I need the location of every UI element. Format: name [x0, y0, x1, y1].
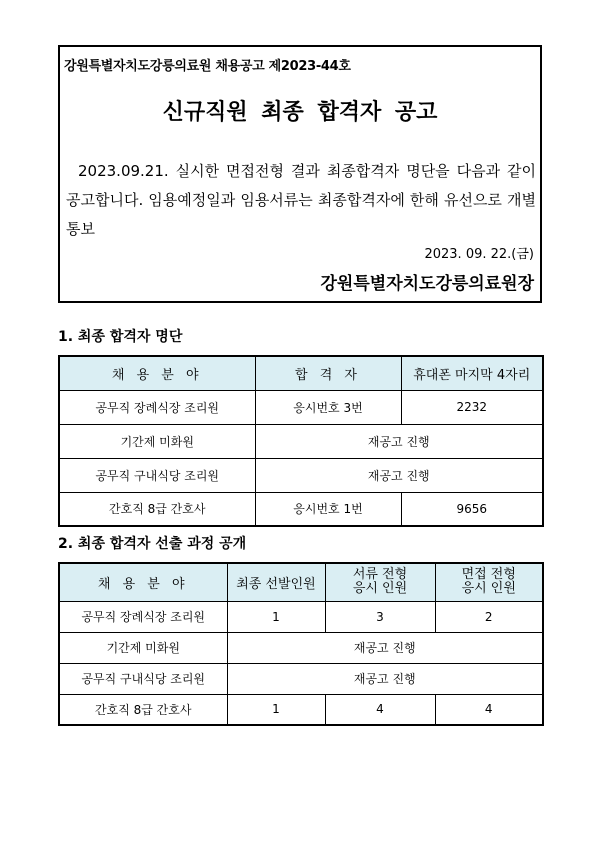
table-header-row: [59, 356, 543, 390]
table-row: [59, 632, 543, 663]
cell-field: 기간제 미화원: [59, 632, 227, 663]
table-row: [59, 663, 543, 694]
header-interview-line2: 응시 인원: [461, 581, 516, 597]
cell-field: 공무직 구내식당 조리원: [59, 458, 255, 492]
cell-field: 공무직 장례식장 조리원: [59, 601, 227, 632]
cell-document: 3: [325, 601, 435, 632]
header-field: 채 용 분 야: [59, 563, 227, 601]
cell-field: 간호직 8급 간호사: [59, 492, 255, 526]
header-phone: 휴대폰 마지막 4자리: [401, 356, 543, 390]
cell-merged-status: 재공고 진행: [255, 458, 543, 492]
selection-process-table: [58, 562, 544, 726]
header-interview-line1: 면접 전형: [461, 567, 516, 583]
cell-interview: 4: [435, 694, 543, 725]
cell-field: 기간제 미화원: [59, 424, 255, 458]
cell-final: 1: [227, 694, 325, 725]
table-row: [59, 601, 543, 632]
cell-field: 공무직 장례식장 조리원: [59, 390, 255, 424]
cell-merged-status: 재공고 진행: [227, 632, 543, 663]
table-row: [59, 458, 543, 492]
notice-issuer: 강원특별자치도강릉의료원장: [320, 274, 534, 294]
notice-reference: 강원특별자치도강릉의료원 채용공고 제2023-44호: [64, 59, 351, 74]
cell-field: 간호직 8급 간호사: [59, 694, 227, 725]
cell-phone: 2232: [401, 390, 543, 424]
header-document-line1: 서류 전형: [352, 567, 408, 583]
section2-heading: 2. 최종 합격자 선출 과정 공개: [58, 536, 247, 552]
cell-phone: 9656: [401, 492, 543, 526]
cell-interview: 2: [435, 601, 543, 632]
table-row: [59, 492, 543, 526]
header-applicant: 합 격 자: [255, 356, 401, 390]
cell-document: 4: [325, 694, 435, 725]
table-row: [59, 390, 543, 424]
cell-applicant: 응시번호 1번: [255, 492, 401, 526]
notice-body: [66, 157, 536, 244]
header-interview-screening: [435, 563, 543, 601]
final-applicants-table: [58, 355, 544, 527]
section1-heading: 1. 최종 합격자 명단: [58, 329, 183, 345]
notice-date: 2023. 09. 22.(금): [424, 247, 534, 262]
cell-applicant: 응시번호 3번: [255, 390, 401, 424]
table-row: [59, 694, 543, 725]
cell-merged-status: 재공고 진행: [227, 663, 543, 694]
cell-merged-status: 재공고 진행: [255, 424, 543, 458]
header-document-screening: [325, 563, 435, 601]
header-final-selected: 최종 선발인원: [227, 563, 325, 601]
cell-final: 1: [227, 601, 325, 632]
table-row: [59, 424, 543, 458]
cell-field: 공무직 구내식당 조리원: [59, 663, 227, 694]
header-field: 채 용 분 야: [59, 356, 255, 390]
notice-title: 신규직원 최종 합격자 공고: [162, 100, 438, 125]
table-header-row: [59, 563, 543, 601]
notice-box: [58, 45, 542, 303]
notice-body-text: 2023.09.21. 실시한 면접전형 결과 최종합격자 명단을 다음과 같이 공고합니다. 임용예정일과 임용서류는 최종합격자에 한해 유선으로 개별통보: [66, 162, 536, 238]
header-document-line2: 응시 인원: [352, 581, 408, 597]
